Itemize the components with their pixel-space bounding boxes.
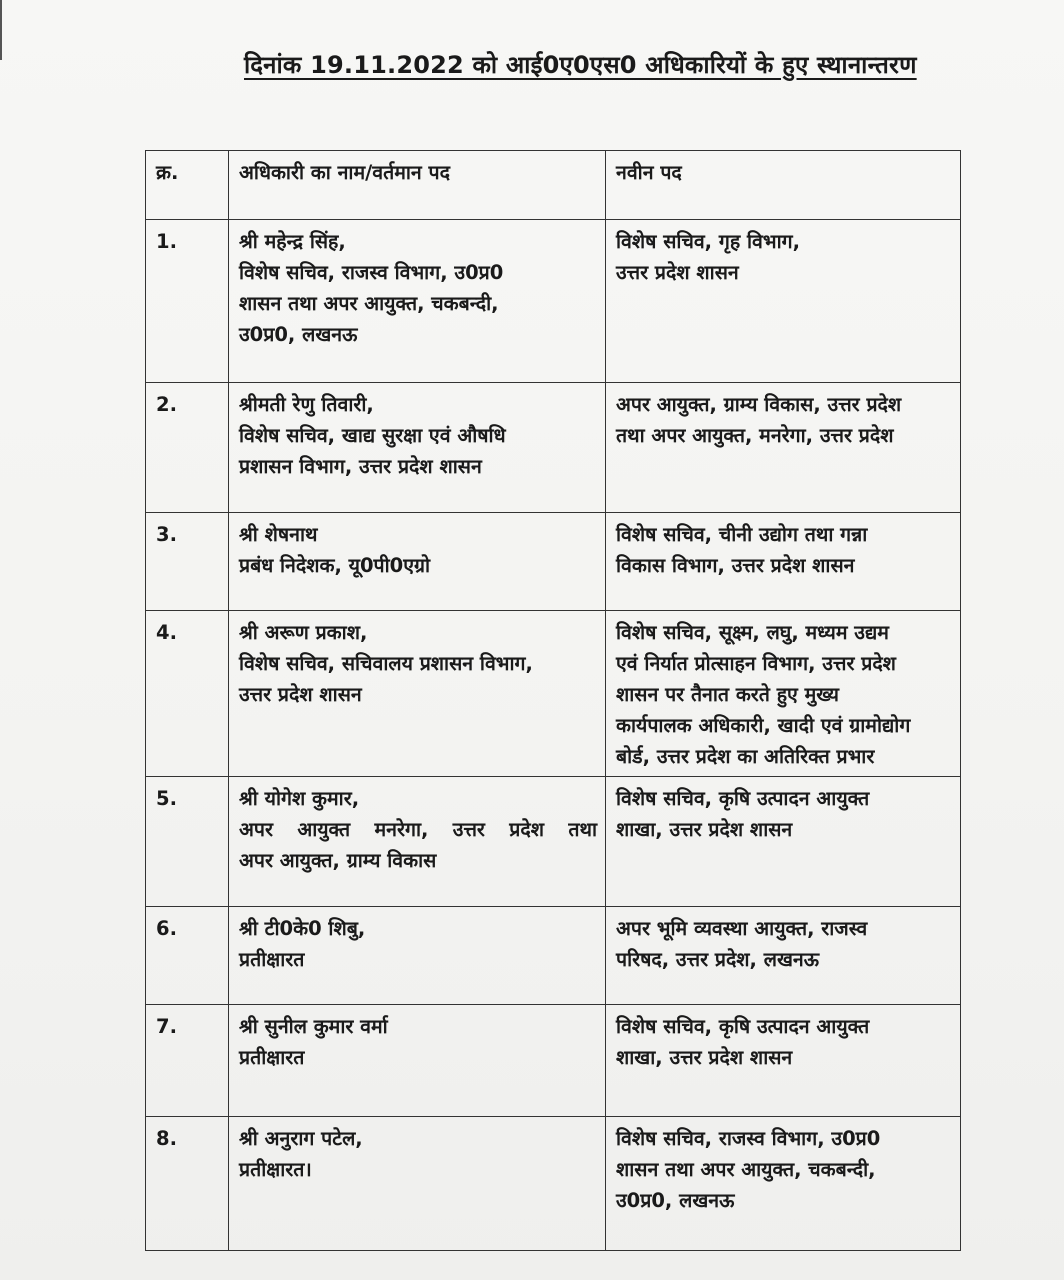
officer-line: प्रबंध निदेशक, यू0पी0एग्रो bbox=[239, 554, 431, 577]
new-post-line: उत्तर प्रदेश शासन bbox=[616, 261, 739, 284]
new-post-line: विशेष सचिव, कृषि उत्पादन आयुक्त bbox=[616, 787, 870, 810]
officer-line: श्री शेषनाथ bbox=[239, 523, 318, 546]
officer-line: विशेष सचिव, खाद्य सुरक्षा एवं औषधि bbox=[239, 424, 506, 447]
row-officer bbox=[229, 220, 606, 383]
officer-line: श्री योगेश कुमार, bbox=[239, 787, 360, 810]
new-post-line: अपर आयुक्त, ग्राम्य विकास, उत्तर प्रदेश bbox=[616, 393, 902, 416]
row-officer bbox=[229, 1117, 606, 1251]
table-row bbox=[146, 220, 961, 383]
row-new-post bbox=[606, 220, 961, 383]
new-post-line: विशेष सचिव, राजस्व विभाग, उ0प्र0 bbox=[616, 1127, 881, 1150]
row-new-post bbox=[606, 383, 961, 513]
header-serial: क्र. bbox=[146, 151, 229, 220]
new-post-line: परिषद, उत्तर प्रदेश, लखनऊ bbox=[616, 948, 820, 971]
header-new-post: नवीन पद bbox=[606, 151, 961, 220]
row-serial: 1. bbox=[146, 220, 229, 383]
row-new-post bbox=[606, 513, 961, 611]
row-officer bbox=[229, 1005, 606, 1117]
table-row bbox=[146, 383, 961, 513]
officer-line: प्रतीक्षारत bbox=[239, 948, 305, 971]
table-row bbox=[146, 907, 961, 1005]
new-post-line: विशेष सचिव, गृह विभाग, bbox=[616, 230, 801, 253]
new-post-line: कार्यपालक अधिकारी, खादी एवं ग्रामोद्योग bbox=[616, 714, 911, 737]
row-serial: 3. bbox=[146, 513, 229, 611]
officer-line: श्री महेन्द्र सिंह, bbox=[239, 230, 346, 253]
table-header-row bbox=[146, 151, 961, 220]
row-serial: 6. bbox=[146, 907, 229, 1005]
officer-line: शासन तथा अपर आयुक्त, चकबन्दी, bbox=[239, 292, 499, 315]
officer-line: श्री अनुराग पटेल, bbox=[239, 1127, 363, 1150]
new-post-line: एवं निर्यात प्रोत्साहन विभाग, उत्तर प्रदेश bbox=[616, 652, 896, 675]
row-officer bbox=[229, 513, 606, 611]
new-post-line: विकास विभाग, उत्तर प्रदेश शासन bbox=[616, 554, 855, 577]
row-new-post bbox=[606, 1117, 961, 1251]
row-serial: 4. bbox=[146, 611, 229, 777]
officer-line: श्री अरूण प्रकाश, bbox=[239, 621, 368, 644]
document-title: दिनांक 19.11.2022 को आई0ए0एस0 अधिकारियों के हुए स्थानान्तरण bbox=[244, 51, 917, 79]
new-post-line: शासन तथा अपर आयुक्त, चकबन्दी, bbox=[616, 1158, 876, 1181]
officer-line: उत्तर प्रदेश शासन bbox=[239, 683, 362, 706]
table-row bbox=[146, 611, 961, 777]
table-row bbox=[146, 1117, 961, 1251]
new-post-line: शाखा, उत्तर प्रदेश शासन bbox=[616, 818, 793, 841]
officer-line: श्री टी0के0 शिबु, bbox=[239, 917, 366, 940]
row-officer bbox=[229, 777, 606, 907]
table-row bbox=[146, 513, 961, 611]
officer-line: प्रतीक्षारत bbox=[239, 1046, 305, 1069]
header-officer: अधिकारी का नाम/वर्तमान पद bbox=[229, 151, 606, 220]
new-post-line: विशेष सचिव, सूक्ष्म, लघु, मध्यम उद्यम bbox=[616, 621, 889, 644]
row-officer bbox=[229, 907, 606, 1005]
row-new-post bbox=[606, 611, 961, 777]
row-new-post bbox=[606, 907, 961, 1005]
page-edge-mark bbox=[0, 0, 8, 60]
officer-line: अपर आयुक्त मनरेगा, उत्तर प्रदेश तथा bbox=[239, 818, 597, 841]
officer-line: प्रतीक्षारत। bbox=[239, 1158, 312, 1181]
new-post-line: तथा अपर आयुक्त, मनरेगा, उत्तर प्रदेश bbox=[616, 424, 894, 447]
transfers-table bbox=[145, 150, 961, 1251]
table-row bbox=[146, 1005, 961, 1117]
new-post-line: बोर्ड, उत्तर प्रदेश का अतिरिक्त प्रभार bbox=[616, 745, 875, 768]
new-post-line: शाखा, उत्तर प्रदेश शासन bbox=[616, 1046, 793, 1069]
new-post-line: उ0प्र0, लखनऊ bbox=[616, 1189, 735, 1212]
row-new-post bbox=[606, 777, 961, 907]
officer-line: विशेष सचिव, राजस्व विभाग, उ0प्र0 bbox=[239, 261, 504, 284]
row-officer bbox=[229, 383, 606, 513]
new-post-line: अपर भूमि व्यवस्था आयुक्त, राजस्व bbox=[616, 917, 868, 940]
officer-line: अपर आयुक्त, ग्राम्य विकास bbox=[239, 849, 437, 872]
row-serial: 2. bbox=[146, 383, 229, 513]
officer-line: प्रशासन विभाग, उत्तर प्रदेश शासन bbox=[239, 455, 482, 478]
row-officer bbox=[229, 611, 606, 777]
row-new-post bbox=[606, 1005, 961, 1117]
new-post-line: शासन पर तैनात करते हुए मुख्य bbox=[616, 683, 839, 706]
new-post-line: विशेष सचिव, कृषि उत्पादन आयुक्त bbox=[616, 1015, 870, 1038]
officer-line: श्री सुनील कुमार वर्मा bbox=[239, 1015, 388, 1038]
new-post-line: विशेष सचिव, चीनी उद्योग तथा गन्ना bbox=[616, 523, 868, 546]
officer-line: विशेष सचिव, सचिवालय प्रशासन विभाग, bbox=[239, 652, 533, 675]
row-serial: 8. bbox=[146, 1117, 229, 1251]
table-body bbox=[146, 220, 961, 1251]
officer-line: उ0प्र0, लखनऊ bbox=[239, 323, 358, 346]
table-row bbox=[146, 777, 961, 907]
row-serial: 7. bbox=[146, 1005, 229, 1117]
officer-line: श्रीमती रेणु तिवारी, bbox=[239, 393, 374, 416]
row-serial: 5. bbox=[146, 777, 229, 907]
